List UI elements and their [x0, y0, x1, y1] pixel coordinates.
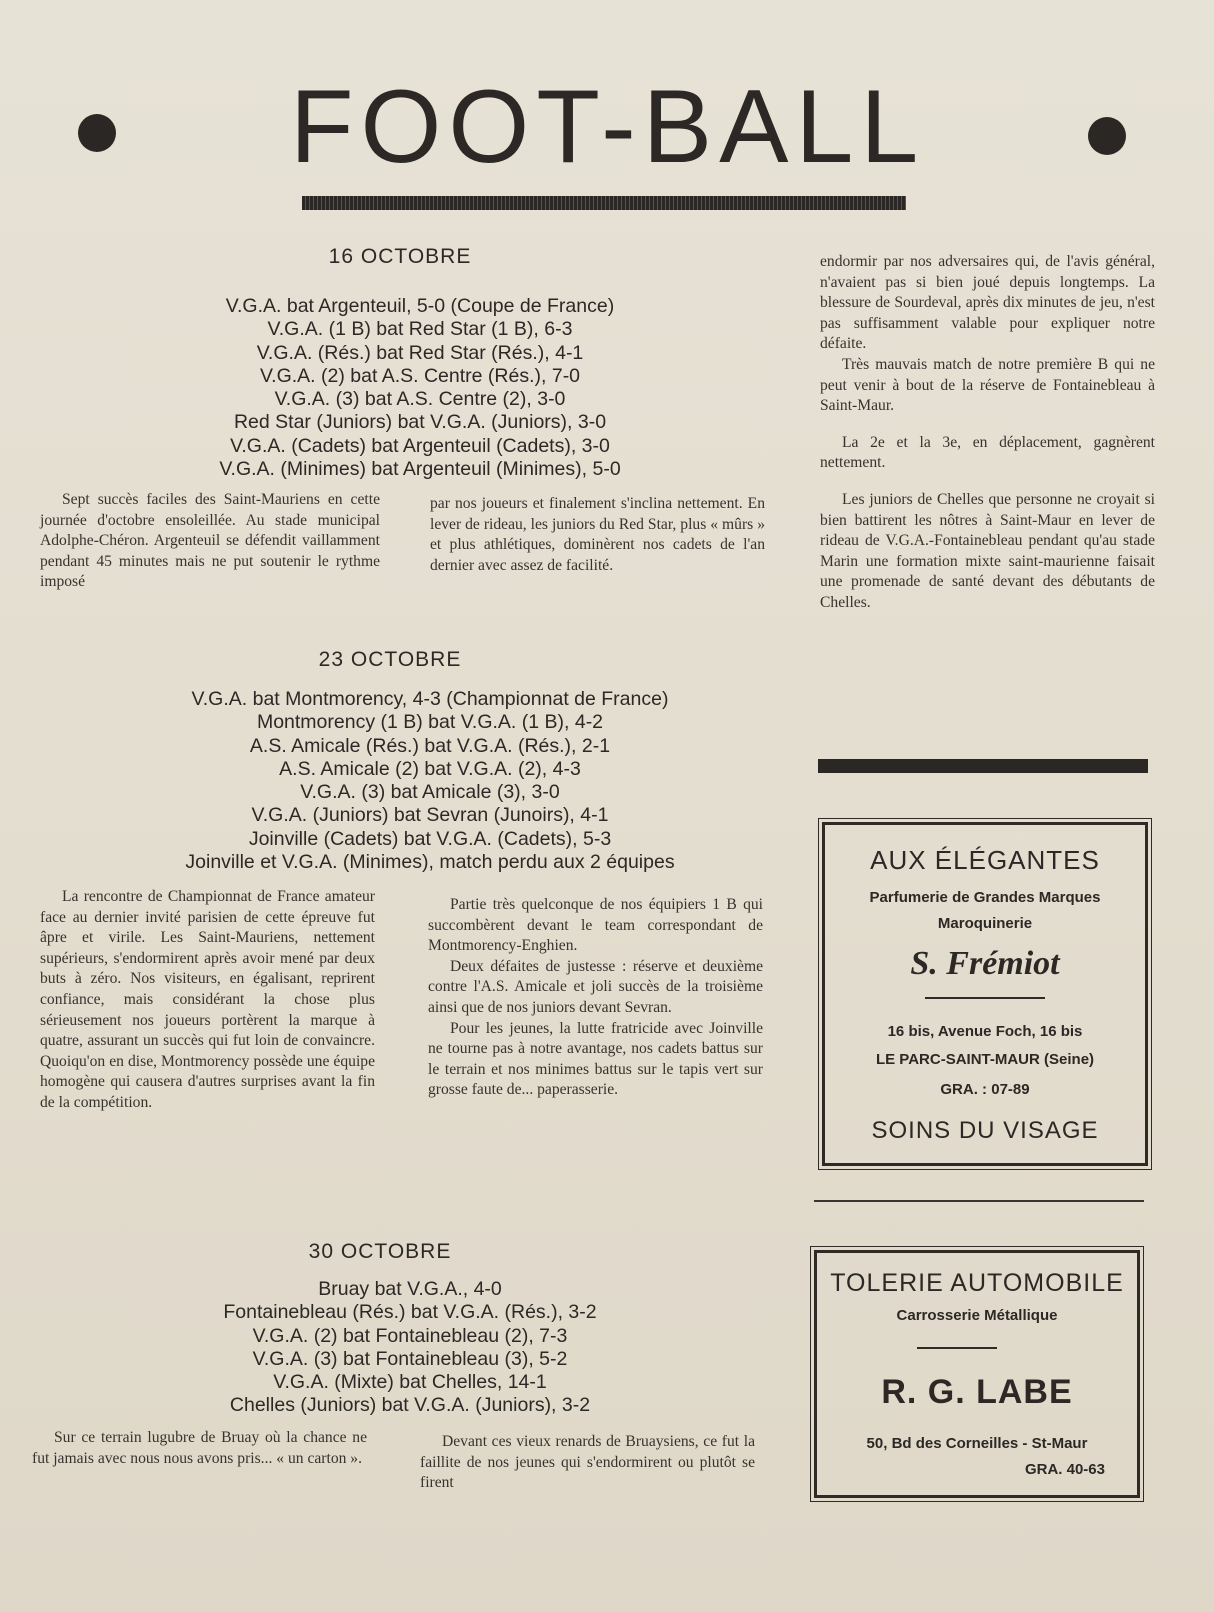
column-separator-bar	[818, 759, 1148, 773]
article-16-right	[430, 494, 765, 576]
paragraph: Devant ces vieux renards de Bruaysiens, ce fut la faillite de nos jeunes qui s'endormirent ou plutôt se firent	[420, 1433, 755, 1492]
article-30-left	[32, 1428, 367, 1469]
paragraph: Pour les jeunes, la lutte fratricide avec Joinville ne tourne pas à notre avantage, nos cadets battus sur le terrain et nos minimes battus sur le tapis vert sur grosse faute de... paperasserie.	[428, 1019, 763, 1099]
result-line: V.G.A. (3) bat Amicale (3), 3-0	[300, 781, 560, 804]
result-line: V.G.A. (Juniors) bat Sevran (Junoirs), 4-1	[251, 804, 609, 827]
section-date-30-octobre: 30 OCTOBRE	[308, 1240, 452, 1263]
paragraph: Sur ce terrain lugubre de Bruay où la chance ne fut jamais avec nous nous avons pris... « un carton ».	[32, 1429, 367, 1467]
article-right-column	[820, 252, 1155, 614]
results-list-23-octobre	[60, 688, 800, 874]
result-line: Red Star (Juniors) bat V.G.A. (Juniors), 3-0	[233, 411, 607, 434]
advertisement-tolerie-automobile	[814, 1250, 1140, 1498]
result-line: Chelles (Juniors) bat V.G.A. (Juniors), 3-2	[229, 1394, 591, 1417]
bullet-dot-right	[1088, 117, 1126, 155]
result-line: V.G.A. (Mixte) bat Chelles, 14-1	[273, 1371, 547, 1394]
ad-address: 16 bis, Avenue Foch, 16 bis	[887, 1023, 1083, 1040]
ad-phone: GRA. 40-63	[1024, 1461, 1105, 1478]
result-line: A.S. Amicale (Rés.) bat V.G.A. (Rés.), 2-1	[249, 734, 611, 757]
paragraph: La rencontre de Championnat de France amateur face au dernier invité parisien de cette épreuve fut âpre et virile. Les Saint-Mauriens, nettement supérieurs, s'endormirent après avoir mené par deux buts à zéro. Nos visiteurs, en égalisant, reprirent confiance, mais considérant la chose plus sérieusement nos joueurs portèrent la marque à quatre, assurant un succès qui fut loin de convaincre. Quoiqu'on en dise, Montmorency possède une équipe homogène qui causera d'autres surprises avant la fin de la compétition.	[40, 888, 375, 1111]
article-23-right	[428, 895, 763, 1101]
result-line: V.G.A. (3) bat A.S. Centre (2), 3-0	[274, 388, 566, 411]
result-line: Fontainebleau (Rés.) bat V.G.A. (Rés.), 3-2	[223, 1301, 597, 1324]
result-line: V.G.A. (Minimes) bat Argenteuil (Minimes), 5-0	[219, 458, 621, 481]
result-line: V.G.A. (3) bat Fontainebleau (3), 5-2	[252, 1347, 568, 1370]
article-30-right	[420, 1432, 755, 1494]
paragraph: Très mauvais match de notre première B qui ne peut venir à bout de la réserve de Fontainebleau à Saint-Maur.	[820, 355, 1155, 415]
paragraph: Deux défaites de justesse : réserve et deuxième contre l'A.S. Amicale et joli succès de la troisième ainsi que de nos juniors devant Sevran.	[428, 957, 763, 1016]
result-line: A.S. Amicale (2) bat V.G.A. (2), 4-3	[279, 757, 581, 780]
result-line: Joinville (Cadets) bat V.G.A. (Cadets), 5-3	[248, 827, 612, 850]
paragraph: endormir par nos adversaires qui, de l'avis général, n'avaient pas si bien joué depuis longtemps. La blessure de Sourdeval, après dix minutes de jeu, n'est pas suffisamment valable pour expliquer notre défaite.	[820, 253, 1155, 353]
paragraph: La 2e et la 3e, en déplacement, gagnèrent nettement.	[820, 433, 1155, 472]
ad-owner-name: S. Frémiot	[910, 945, 1060, 982]
results-list-16-octobre	[80, 295, 760, 481]
bullet-dot-left	[78, 114, 116, 152]
results-list-30-octobre	[100, 1278, 720, 1418]
ad-address: 50, Bd des Corneilles - St-Maur	[866, 1435, 1088, 1452]
result-line: Montmorency (1 B) bat V.G.A. (1 B), 4-2	[256, 711, 604, 734]
article-23-left	[40, 887, 375, 1114]
result-line: V.G.A. (2) bat Fontainebleau (2), 7-3	[252, 1324, 568, 1347]
result-line: V.G.A. (1 B) bat Red Star (1 B), 6-3	[267, 318, 573, 341]
ad-separator-line	[814, 1200, 1144, 1202]
paragraph: Partie très quelconque de nos équipiers 1 B qui succombèrent devant le team correspondant de Montmorency-Enghien.	[428, 896, 763, 955]
result-line: Joinville et V.G.A. (Minimes), match perdu aux 2 équipes	[185, 851, 675, 874]
paragraph: Les juniors de Chelles que personne ne croyait si bien battirent les nôtres à Saint-Maur en lever de rideau de V.G.A.-Fontainebleau pendant qu'au stade Marin une formation mixte saint-maurienne faisait une promenade de santé devant des débutants de Chelles.	[820, 490, 1155, 611]
article-16-left	[40, 490, 380, 593]
section-date-16-octobre: 16 OCTOBRE	[328, 245, 472, 268]
ad-title: TOLERIE AUTOMOBILE	[830, 1269, 1124, 1297]
ad-line: Maroquinerie	[937, 915, 1033, 932]
ad-city: LE PARC-SAINT-MAUR (Seine)	[875, 1051, 1095, 1068]
ad-title: AUX ÉLÉGANTES	[870, 845, 1100, 875]
ad-footer: SOINS DU VISAGE	[871, 1117, 1099, 1144]
result-line: Bruay bat V.G.A., 4-0	[318, 1278, 502, 1300]
result-line: V.G.A. (Cadets) bat Argenteuil (Cadets), 3-0	[230, 434, 610, 457]
paragraph: par nos joueurs et finalement s'inclina nettement. En lever de rideau, les juniors du Red Star, plus « mûrs » et plus athlétiques, dominèrent nos cadets de l'an dernier avec assez de facilité.	[430, 495, 765, 574]
ad-divider	[917, 1347, 997, 1349]
ad-line: Parfumerie de Grandes Marques	[869, 889, 1101, 906]
section-date-23-octobre: 23 OCTOBRE	[318, 648, 462, 671]
ad-divider	[925, 997, 1045, 999]
result-line: V.G.A. (Rés.) bat Red Star (Rés.), 4-1	[256, 341, 584, 364]
result-line: V.G.A. bat Argenteuil, 5-0 (Coupe de France)	[225, 295, 615, 317]
result-line: V.G.A. bat Montmorency, 4-3 (Championnat de France)	[191, 688, 669, 710]
ad-phone: GRA. : 07-89	[940, 1081, 1030, 1098]
advertisement-aux-elegantes	[822, 822, 1148, 1166]
paragraph: Sept succès faciles des Saint-Mauriens en cette journée d'octobre ensoleillée. Au stade municipal Adolphe-Chéron. Argenteuil se défendit vaillamment pendant 45 minutes mais ne put soutenir le rythme imposé	[40, 491, 380, 591]
page-title: FOOT-BALL	[290, 69, 926, 185]
ad-company-name: R. G. LABE	[881, 1373, 1073, 1411]
ad-subtitle: Carrosserie Métallique	[896, 1307, 1058, 1324]
title-underline-bar	[302, 196, 906, 210]
result-line: V.G.A. (2) bat A.S. Centre (Rés.), 7-0	[259, 364, 581, 387]
